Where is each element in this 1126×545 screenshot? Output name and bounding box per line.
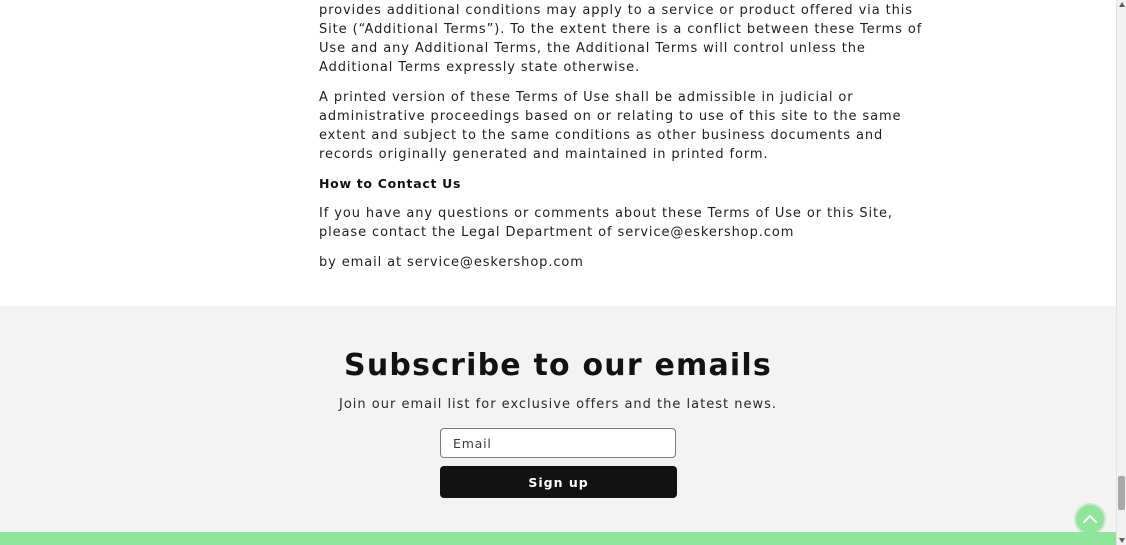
triangle-up-icon[interactable]: [1118, 1, 1126, 9]
footer-strip: [0, 532, 1116, 545]
text-line: extent and subject to the same conditions as other business documents and: [319, 128, 884, 143]
terms-paragraph-email: by email at service@eskershop.com: [319, 255, 584, 270]
text-line: provides additional conditions may apply to a service or product offered via this: [319, 3, 913, 18]
newsletter-section: [0, 306, 1116, 532]
vertical-scrollbar[interactable]: [1116, 0, 1126, 545]
text-line: If you have any questions or comments about these Terms of Use or this Site,: [319, 206, 893, 221]
back-to-top-button[interactable]: [1076, 505, 1104, 533]
text-line: please contact the Legal Department of service@eskershop.com: [319, 225, 795, 240]
chevron-up-icon: [1082, 511, 1098, 527]
text-line: Additional Terms expressly state otherwise.: [319, 60, 641, 75]
triangle-down-icon[interactable]: [1118, 536, 1126, 544]
email-input[interactable]: [441, 429, 675, 457]
newsletter-subtitle: Join our email list for exclusive offers and the latest news.: [339, 397, 777, 412]
terms-paragraph-printed-version: [319, 88, 902, 164]
terms-paragraph-additional-terms: [319, 1, 923, 77]
text-line: Site (“Additional Terms”). To the extent there is a conflict between these Terms of: [319, 22, 923, 37]
text-line: A printed version of these Terms of Use shall be admissible in judicial or: [319, 90, 854, 105]
scrollbar-thumb[interactable]: [1118, 476, 1125, 510]
sign-up-button[interactable]: Sign up: [440, 466, 677, 498]
text-line: records originally generated and maintained in printed form.: [319, 147, 769, 162]
newsletter-title: Subscribe to our emails: [344, 348, 772, 383]
contact-heading: How to Contact Us: [319, 176, 462, 191]
text-line: Use and any Additional Terms, the Additional Terms will control unless the: [319, 41, 866, 56]
terms-paragraph-contact: [319, 204, 893, 242]
email-field-wrapper: [440, 428, 676, 458]
text-line: administrative proceedings based on or relating to use of this site to the same: [319, 109, 902, 124]
